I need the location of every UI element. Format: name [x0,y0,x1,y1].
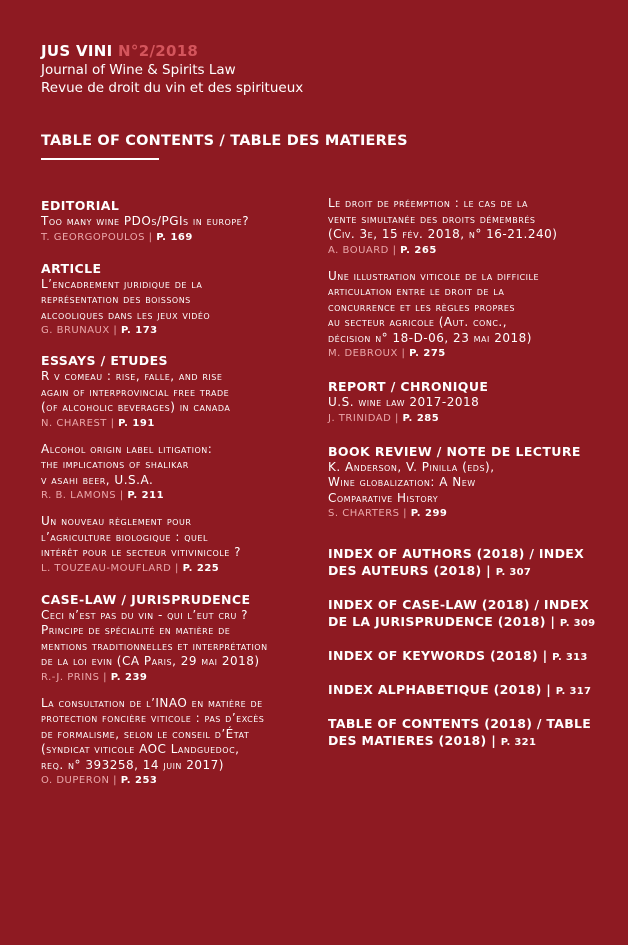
author-name: S. CHARTERS | [328,508,408,519]
author-name: A. BOUARD | [328,244,397,256]
toc-entry[interactable] [328,269,598,362]
page-ref: P. 265 [400,244,437,256]
section-editorial [41,197,311,245]
entry-title-line: décision n° 18-D-06, 23 mai 2018) [328,330,532,345]
author-name: G. BRUNAUX | [41,325,118,336]
section-caselaw-continued [328,196,598,361]
entry-title-line: concurrence et les règles propres [328,299,515,314]
section-essays [41,352,311,576]
entry-title-line: Wine globalization: A New [328,475,476,489]
page-ref: P. 307 [495,567,532,578]
section-report [328,378,598,426]
left-column [41,197,311,799]
page-ref: P. 239 [110,671,148,683]
page-ref: P. 173 [120,325,158,336]
index-line [328,562,598,581]
entry-title-line: vente simultanée des droits démembrés [328,211,536,226]
section-title: CASE-LAW / JURISPRUDENCE [41,591,251,607]
index-alphabetique[interactable] [328,681,598,700]
spacer [328,532,598,545]
entry-title-line: req. n° 393258, 14 juin 2017) [41,757,224,772]
journal-title [41,42,303,61]
page-ref: P. 317 [555,686,592,697]
entry-author [41,230,311,245]
index-line-text: DES AUTEURS (2018) | [328,563,492,578]
entry-title-line: représentation des boissons [41,292,191,306]
entry-author [41,670,311,685]
entry-title-line: mentions traditionnelles et interprétation [41,638,268,653]
toc-entry[interactable] [41,277,311,339]
index-line-text: DES MATIERES (2018) | [328,733,497,748]
entry-title-line: Un nouveau règlement pour [41,514,192,528]
entry-title-line: articulation entre le droit de la [328,284,505,298]
toc-entry[interactable] [41,696,311,789]
index-caselaw[interactable] [328,596,598,632]
index-line [328,647,598,666]
entry-author [41,416,311,431]
entry-title-line: Le droit de préemption : le cas de la [328,196,528,210]
page-ref: P. 299 [410,508,448,519]
index-line: TABLE OF CONTENTS (2018) / TABLE [328,716,592,731]
entry-author [41,561,311,576]
entry-author [41,773,311,788]
section-article [41,260,311,339]
toc-entry[interactable] [328,196,598,258]
entry-title-line: R v comeau : rise, falle, and rise [41,369,223,383]
toc-entry[interactable] [328,460,598,522]
entry-author [41,323,311,338]
index-line-text: DE LA JURISPRUDENCE (2018) | [328,614,556,629]
section-title: REPORT / CHRONIQUE [328,379,489,394]
toc-entry[interactable] [328,395,598,426]
entry-title-line: the implications of shalikar [41,457,189,471]
entry-title-line: de formalisme, selon le conseil d’État [41,726,250,741]
page-ref: P. 169 [156,231,193,243]
entry-title-line: l’agriculture biologique : quel [41,529,208,544]
entry-title-line: v asahi beer, U.S.A. [41,472,154,487]
entry-title-line: K. Anderson, V. Pinilla (eds), [328,459,495,474]
entry-title-line: Ceci n’est pas du vin - qui l’eut cru ? [41,607,249,622]
index-line [328,613,598,632]
section-title: ARTICLE [41,260,102,276]
journal-issue: N°2/2018 [118,42,199,60]
entry-title-line: Comparative History [328,490,439,505]
entry-title-line: La consultation de l’INAO en matière de [41,695,263,710]
journal-name: JUS VINI [41,42,113,60]
index-line: INDEX OF AUTHORS (2018) / INDEX [328,546,585,561]
entry-title-line: L’encadrement juridique de la [41,276,203,291]
entry-title-line: Too many wine PDOs/PGIs in europe? [41,214,250,228]
toc-entry[interactable] [41,442,311,504]
entry-title-line: (syndicat viticole AOC Landguedoc, [41,742,240,756]
entry-title-line: Une illustration viticole de la difficile [328,268,540,283]
section-title: EDITORIAL [41,198,120,213]
page-ref: P. 313 [552,652,588,663]
page-ref: P. 285 [402,412,440,424]
author-name: L. TOUZEAU-MOUFLARD | [41,562,179,574]
entry-author [328,506,598,521]
entry-title-line: Alcohol origin label litigation: [41,441,213,456]
page-ref: P. 225 [182,562,220,574]
index-line [328,732,598,751]
index-line [328,681,598,700]
author-name: R. B. LAMONS | [41,490,124,501]
entry-title-line: again of interprovincial free trade [41,384,230,399]
entry-title-line: (of alcoholic beverages) in canada [41,400,231,414]
author-name: O. DUPERON | [41,775,118,786]
page-ref: P. 253 [120,775,158,786]
entry-title-line: (Civ. 3e, 15 fév. 2018, n° 16-21.240) [328,227,558,241]
entry-title-line: de la loi evin (CA Paris, 29 mai 2018) [41,654,260,668]
entry-author [328,243,598,258]
entry-author [328,411,598,426]
author-name: J. TRINIDAD | [328,412,399,424]
index-keywords[interactable] [328,647,598,666]
entry-title-line: Principe de spécialité en matière de [41,623,231,637]
index-line-text: INDEX ALPHABETIQUE (2018) | [328,682,552,697]
entry-title-line: protection foncière viticole : pas d’excès [41,711,265,725]
page-ref: P. 211 [127,490,165,501]
index-authors[interactable] [328,545,598,581]
entry-author [328,346,598,361]
toc-entry[interactable] [41,369,311,431]
journal-subtitle-fr: Revue de droit du vin et des spiritueux [41,80,304,96]
entry-title-line: alcooliques dans les jeux vidéo [41,307,211,322]
toc-entry[interactable] [41,514,311,576]
section-title: ESSAYS / ETUDES [41,353,168,368]
index-table-of-contents[interactable] [328,715,598,751]
heading-divider [41,158,159,160]
section-caselaw [41,591,311,789]
page-ref: P. 191 [118,417,155,429]
journal-header [41,42,303,97]
section-title: BOOK REVIEW / NOTE DE LECTURE [328,443,581,459]
page-ref: P. 321 [500,737,537,748]
toc-heading: TABLE OF CONTENTS / TABLE DES MATIERES [41,133,408,149]
page-ref: P. 309 [559,618,596,629]
author-name: M. DEBROUX | [328,348,406,359]
entry-title-line: U.S. wine law 2017-2018 [328,395,480,409]
index-line: INDEX OF CASE-LAW (2018) / INDEX [328,597,590,612]
toc-entry[interactable] [41,214,311,245]
journal-subtitle-en: Journal of Wine & Spirits Law [41,62,236,78]
entry-author [41,488,311,503]
author-name: N. CHAREST | [41,417,115,429]
page-ref: P. 275 [409,348,446,359]
index-line-text: INDEX OF KEYWORDS (2018) | [328,648,548,663]
author-name: R.-J. PRINS | [41,671,108,683]
toc-entry[interactable] [41,608,311,685]
entry-title-line: au secteur agricole (Aut. conc., [328,315,508,329]
author-name: T. GEORGOPOULOS | [41,231,153,243]
section-book-review [328,443,598,522]
entry-title-line: intérêt pour le secteur vitivinicole ? [41,545,241,559]
right-column [328,196,598,766]
